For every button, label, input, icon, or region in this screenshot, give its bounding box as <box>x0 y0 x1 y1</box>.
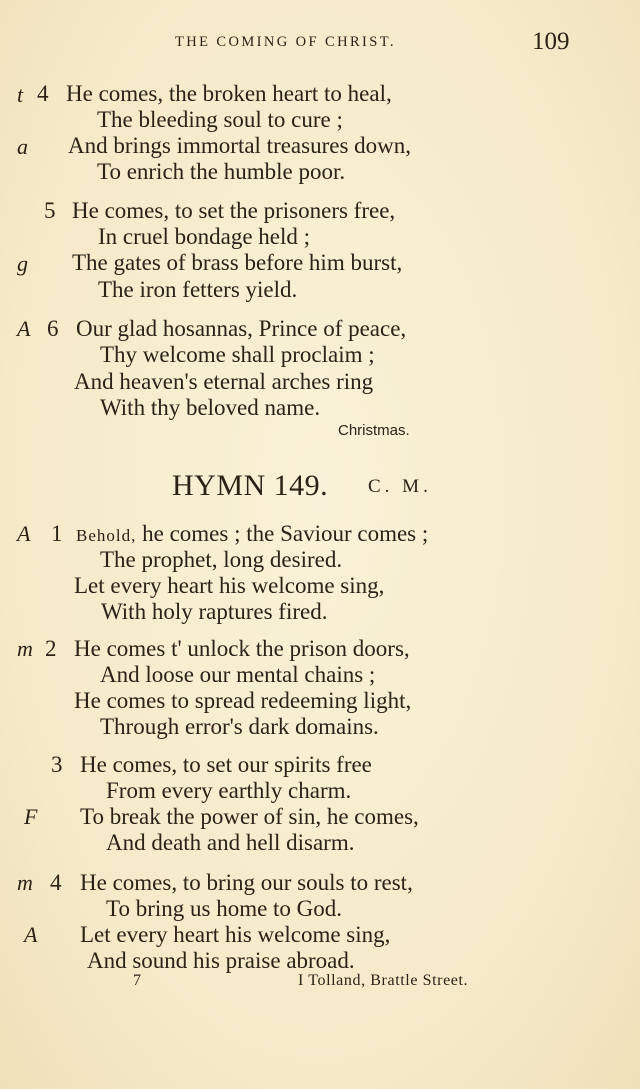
verse-number: 3 <box>51 752 63 777</box>
verse-line: In cruel bondage held ; <box>98 224 311 249</box>
verse-line: And sound his praise abroad. <box>87 948 355 973</box>
page-header <box>0 30 640 60</box>
verse-line: The prophet, long desired. <box>100 547 343 572</box>
verse-line: With holy raptures fired. <box>101 599 328 624</box>
signature-mark: 7 <box>133 972 141 989</box>
verse-line: The gates of brass before him burst, <box>72 250 403 275</box>
dynamic-mark: A <box>17 316 31 341</box>
verse-line: The iron fetters yield. <box>98 277 298 302</box>
dynamic-mark: g <box>17 251 28 276</box>
first-line-rest: he comes ; the Saviour comes ; <box>136 521 429 546</box>
verse-number: 4 <box>37 81 49 106</box>
verse-line: Thy welcome shall proclaim ; <box>100 342 375 367</box>
verse-number: 5 <box>44 198 56 223</box>
dynamic-mark: A <box>17 521 31 546</box>
printer-imprint: I Tolland, Brattle Street. <box>298 972 469 989</box>
verse-line: And loose our mental chains ; <box>100 662 376 687</box>
verse-number: 1 <box>51 521 63 546</box>
hymn-meter: C. M. <box>368 476 432 497</box>
verse-number: 2 <box>45 636 57 661</box>
verse-line: He comes, the broken heart to heal, <box>66 81 392 106</box>
page-footer <box>0 972 640 996</box>
dynamic-mark: t <box>17 82 24 107</box>
verse-line: He comes, to set the prisoners free, <box>72 198 396 223</box>
verse-line: With thy beloved name. <box>100 395 321 420</box>
page-number: 109 <box>532 28 570 55</box>
dynamic-mark: A <box>24 922 38 947</box>
verse-line: To enrich the humble poor. <box>97 159 346 184</box>
running-head: THE COMING OF CHRIST. <box>175 34 396 50</box>
verse-line: Let every heart his welcome sing, <box>80 922 391 947</box>
verse-line: He comes to spread redeeming light, <box>74 688 412 713</box>
verse-line: And brings immortal treasures down, <box>68 133 412 158</box>
dynamic-mark: m <box>17 870 33 895</box>
verse-line: Our glad hosannas, Prince of peace, <box>76 316 407 341</box>
verse-number: 6 <box>47 316 59 341</box>
dynamic-mark: a <box>17 134 28 159</box>
verse-line: And heaven's eternal arches ring <box>74 369 374 394</box>
verse-line: Through error's dark domains. <box>100 714 379 739</box>
first-word: Behold, <box>76 526 137 545</box>
verse-line: And death and hell disarm. <box>106 830 355 855</box>
verse-number: 4 <box>50 870 62 895</box>
hymn-title: HYMN 149. <box>172 469 329 502</box>
tune-attribution: Christmas. <box>338 422 410 439</box>
verse-line: He comes t' unlock the prison doors, <box>74 636 410 661</box>
verse-line: The bleeding soul to cure ; <box>97 107 343 132</box>
dynamic-mark: F <box>24 804 38 829</box>
verse-line: He comes, to set our spirits free <box>80 752 372 777</box>
verse-line: To bring us home to God. <box>106 896 343 921</box>
verse-line: He comes, to bring our souls to rest, <box>80 870 413 895</box>
verse-line: To break the power of sin, he comes, <box>80 804 419 829</box>
dynamic-mark: m <box>17 636 33 661</box>
verse-line: From every earthly charm. <box>106 778 352 803</box>
verse-line: Let every heart his welcome sing, <box>74 573 385 598</box>
